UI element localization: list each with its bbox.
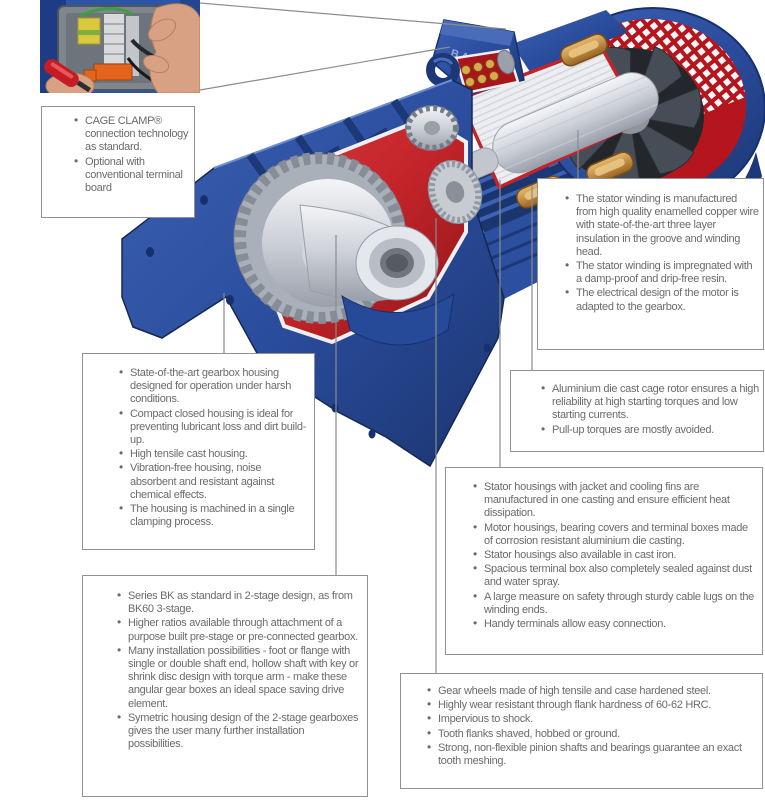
callout-gearbox-housing-list [119, 367, 309, 529]
bullet-item: • Series BK as standard in 2-stage design, as from BK60 3-stage. [117, 590, 362, 616]
bullet-item: • CAGE CLAMP® connection technology as standard. [74, 115, 189, 155]
bullet-item: • Motor housings, bearing covers and terminal boxes made of corrosion resistant aluminium die casting. [473, 522, 759, 548]
callout-series-bk-list [117, 590, 362, 751]
bullet-item: • Spacious terminal box also completely sealed against dust and water spray. [473, 563, 759, 589]
bullet-item: • The housing is machined in a single clamping process. [119, 503, 309, 529]
callout-cage-clamp [41, 106, 195, 218]
callout-gear-wheels [400, 673, 763, 789]
bullet-item: • A large measure on safety through sturdy cable lugs on the winding ends. [473, 591, 759, 617]
bullet-item: • High tensile cast housing. [119, 448, 309, 461]
bullet-item: • Gear wheels made of high tensile and case hardened steel. [427, 685, 757, 698]
callout-cage-clamp-list [74, 115, 189, 195]
bullet-item: • Vibration-free housing, noise absorbent and resistant against chemical effects. [119, 462, 309, 502]
photo-graphic [40, 0, 200, 93]
bullet-item: • Stator housings with jacket and cooling fins are manufactured in one casting and ensure efficient heat dissipation. [473, 481, 759, 521]
bullet-item: • Strong, non-flexible pinion shafts and bearings guarantee an exact tooth meshing. [427, 742, 757, 768]
callout-stator-housing-list [473, 481, 759, 631]
callout-stator-winding-list [565, 193, 760, 314]
hollow-output-shaft [356, 226, 438, 300]
callout-rotor [510, 370, 764, 452]
bullet-item: • Many installation possibilities - foot or flange with single or double shaft end, hollow shaft with key or shrink disc design with torque arm - make these angular gear boxes an ideal space saving drive element. [117, 645, 362, 711]
callout-rotor-list [541, 383, 760, 437]
callout-series-bk [82, 575, 368, 797]
bullet-item: • Pull-up torques are mostly avoided. [541, 424, 760, 437]
bullet-item: • Stator housings also available in cast iron. [473, 549, 759, 562]
bullet-item: • Impervious to shock. [427, 713, 757, 726]
callout-stator-housing [445, 467, 763, 655]
cage-clamp-wiring-photo [40, 0, 200, 93]
bullet-item: • Higher ratios available through attachment of a purpose built pre-stage or pre-connected gearbox. [117, 617, 362, 643]
input-pinion-gear [406, 106, 458, 150]
bullet-item: • The stator winding is impregnated with a damp-proof and drip-free resin. [565, 260, 760, 286]
bullet-item: • Optional with conventional terminal board [74, 156, 189, 196]
bullet-item: • State-of-the-art gearbox housing designed for operation under harsh conditions. [119, 367, 309, 407]
bullet-item: • Tooth flanks shaved, hobbed or ground. [427, 728, 757, 741]
callout-gear-wheels-list [427, 685, 757, 768]
callout-stator-winding [537, 178, 764, 350]
bullet-item: • Aluminium die cast cage rotor ensures a high reliability at high starting torques and low starting currents. [541, 383, 760, 423]
orange-terminals [94, 64, 132, 80]
bullet-item: • The stator winding is manufactured from high quality enamelled copper wire with state-of-the-art three layer insulation in the groove and winding head. [565, 193, 760, 259]
bullet-item: • Compact closed housing is ideal for preventing lubricant loss and dirt build-up. [119, 408, 309, 448]
bullet-item: • The electrical design of the motor is adapted to the gearbox. [565, 287, 760, 313]
bullet-item: • Symetric housing design of the 2-stage gearboxes gives the user many further installation possibilities. [117, 712, 362, 752]
callout-gearbox-housing [82, 353, 315, 550]
bullet-item: • Handy terminals allow easy connection. [473, 618, 759, 631]
bullet-item: • Highly wear resistant through flank hardness of 60-62 HRC. [427, 699, 757, 712]
